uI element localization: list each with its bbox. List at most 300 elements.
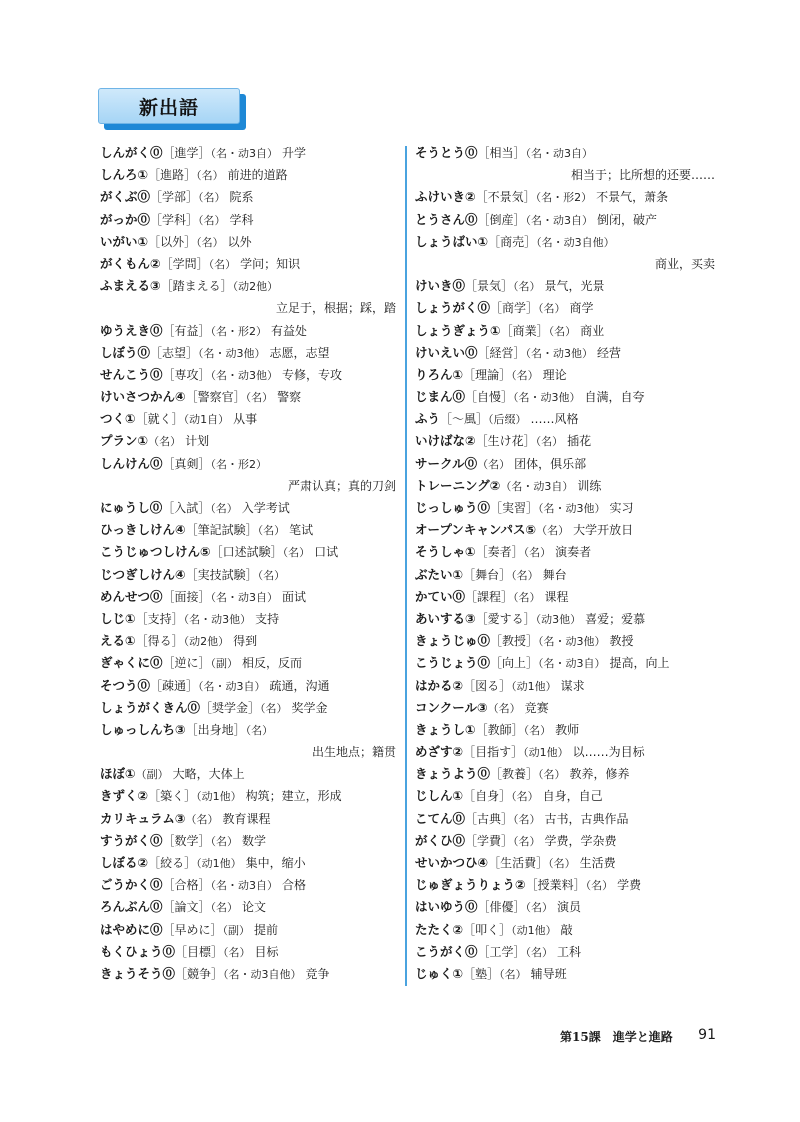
vocab-entry <box>415 142 715 164</box>
part-of-speech: （名） <box>282 546 311 560</box>
part-of-speech: （名） <box>511 568 539 582</box>
vocab-kanji: ［理論］ <box>463 367 512 382</box>
vocab-meaning: 插花 <box>567 434 592 449</box>
vocab-kanji: ［工学］ <box>477 944 526 959</box>
part-of-speech: （副） <box>135 768 169 782</box>
part-of-speech: （名） <box>257 524 286 538</box>
vocab-kanji: ［口述試験］ <box>210 545 283 560</box>
vocab-entry <box>100 519 396 541</box>
accent-number: ⓪ <box>150 832 163 848</box>
vocab-reading: めんせつ <box>100 588 151 604</box>
vocab-meaning: 严肃认真；真的刀剑 <box>287 478 396 493</box>
accent-number: ① <box>452 366 464 382</box>
accent-number: ⓪ <box>137 344 151 360</box>
accent-number: ⓪ <box>150 455 163 471</box>
vocab-entry <box>100 830 396 852</box>
column-divider <box>405 146 407 986</box>
vocab-meaning: 院系 <box>229 190 254 205</box>
vocab-meaning: 教养，修养 <box>569 767 630 782</box>
vocab-kanji: ［真剣］ <box>162 456 211 471</box>
accent-number: ① <box>477 233 489 249</box>
part-of-speech: （名・形2） <box>210 324 268 338</box>
part-of-speech: （副） <box>222 923 251 937</box>
vocab-meaning: 实习 <box>609 501 634 515</box>
vocab-reading: しょうがくきん <box>100 699 188 715</box>
vocab-reading: あいする <box>415 610 466 626</box>
part-of-speech: （名） <box>513 280 541 294</box>
vocab-entry <box>100 675 396 697</box>
vocab-reading: がっか <box>100 211 138 227</box>
title-badge <box>98 88 246 130</box>
vocab-meaning: 演奏者 <box>555 545 592 560</box>
vocab-entry <box>415 275 715 297</box>
vocab-kanji: ［志望］ <box>150 345 199 360</box>
accent-number: ③ <box>477 699 488 715</box>
vocab-meaning <box>615 235 619 249</box>
vocab-reading: しんけん <box>100 455 151 471</box>
vocab-reading: もくひょう <box>100 943 163 959</box>
vocab-entry <box>415 652 715 674</box>
vocab-entry <box>415 763 715 785</box>
vocab-reading: きょうし <box>415 721 466 737</box>
vocab-reading: ゆうえき <box>100 322 151 338</box>
accent-number: ⓪ <box>465 899 478 915</box>
vocab-entry <box>415 430 715 452</box>
vocab-reading: コンクール <box>415 699 478 715</box>
vocab-reading: しょうがく <box>415 300 478 316</box>
vocab-entry <box>415 209 715 231</box>
vocab-reading: オープンキャンパス <box>415 522 526 538</box>
part-of-speech: （名） <box>523 546 552 560</box>
vocab-reading: かてい <box>415 588 453 604</box>
vocab-entry <box>415 564 715 586</box>
part-of-speech: （名・动3他） <box>513 391 581 405</box>
vocab-reading: はいゆう <box>415 899 466 915</box>
accent-number: ⑤ <box>525 522 537 538</box>
vocab-reading: ふまえる <box>100 278 151 294</box>
vocab-kanji: ［就く］ <box>135 412 184 427</box>
accent-number: ① <box>452 965 464 981</box>
part-of-speech: （名） <box>210 901 239 915</box>
vocab-kanji: ［～風］ <box>440 412 489 427</box>
part-of-speech: （名） <box>185 812 219 826</box>
vocab-continuation <box>100 475 396 497</box>
vocab-meaning: 学费 <box>617 878 642 893</box>
vocab-reading: ふう <box>415 411 441 427</box>
accent-number: ③ <box>174 810 186 826</box>
part-of-speech: （动2他） <box>183 635 230 649</box>
vocab-kanji: ［図る］ <box>463 678 512 693</box>
vocab-kanji: ［古典］ <box>465 811 514 826</box>
accent-number: ④ <box>477 855 489 870</box>
vocab-entry <box>415 896 715 918</box>
vocab-meaning: 辅导班 <box>530 966 567 981</box>
vocab-reading: がくひ <box>415 832 453 848</box>
part-of-speech: （名・动3自） <box>210 147 279 160</box>
vocab-meaning: 口试 <box>314 545 339 560</box>
vocab-meaning: 以……为目标 <box>572 745 645 760</box>
accent-number: ⓪ <box>477 766 491 782</box>
part-of-speech: （名） <box>210 834 239 848</box>
vocab-reading: けいさつかん <box>100 389 176 405</box>
accent-number: ③ <box>175 721 186 737</box>
vocab-meaning: 团体，俱乐部 <box>514 456 587 471</box>
vocab-kanji: ［疎通］ <box>150 678 199 693</box>
part-of-speech: （名・形2） <box>210 457 268 471</box>
vocab-meaning: 从事 <box>233 412 258 427</box>
vocab-reading: ごうかく <box>100 877 151 893</box>
vocab-kanji: ［逆に］ <box>162 656 211 671</box>
vocab-kanji: ［奨学金］ <box>200 700 261 715</box>
accent-number: ① <box>465 721 476 737</box>
part-of-speech: （名） <box>477 457 511 471</box>
vocab-entry <box>100 564 396 586</box>
vocab-entry <box>100 164 396 186</box>
vocab-reading: こうがく <box>415 943 466 959</box>
vocab-entry <box>415 874 715 896</box>
vocab-reading: きょうじゅ <box>415 633 478 649</box>
vocab-reading: ぎゃくに <box>100 655 151 671</box>
vocab-kanji: ［早めに］ <box>162 922 223 937</box>
part-of-speech: （名・动3自） <box>525 147 594 160</box>
vocab-kanji: ［以外］ <box>148 234 197 249</box>
vocab-entry <box>415 453 715 475</box>
page-number: 91 <box>698 1027 716 1043</box>
accent-number: ⓪ <box>149 500 163 515</box>
vocab-kanji: ［学費］ <box>465 833 514 848</box>
vocab-reading: サークル <box>415 455 465 471</box>
vocab-meaning: 笔试 <box>289 523 314 538</box>
vocab-reading: しぼる <box>100 855 138 870</box>
vocab-reading: きずく <box>100 788 138 804</box>
vocab-reading: めざす <box>415 744 453 760</box>
accent-number: ② <box>465 189 476 205</box>
vocab-meaning: 景气，光景 <box>544 279 605 294</box>
accent-number: ② <box>137 855 149 870</box>
part-of-speech: （名・动3他） <box>538 502 606 515</box>
lesson-label: 第15課 進学と進路 <box>560 1030 673 1044</box>
vocab-meaning: 生活费 <box>579 856 616 870</box>
vocab-meaning: 大学开放日 <box>573 523 634 538</box>
vocab-kanji: ［学問］ <box>160 256 209 271</box>
vocab-meaning <box>285 568 289 582</box>
vocab-entry <box>100 364 396 386</box>
accent-number: ① <box>490 322 501 338</box>
part-of-speech: （名） <box>535 435 564 449</box>
vocab-entry <box>415 808 715 830</box>
vocab-reading: そうしゃ <box>415 544 466 560</box>
part-of-speech: （名） <box>210 502 238 515</box>
vocab-reading: しじ <box>100 610 126 626</box>
accent-number: ⓪ <box>465 943 478 959</box>
accent-number: ① <box>452 788 464 804</box>
vocab-kanji: ［生活費］ <box>488 856 549 870</box>
accent-number: ① <box>125 633 136 649</box>
accent-number: ⓪ <box>150 366 163 382</box>
accent-number: ① <box>137 433 149 449</box>
vocab-kanji: ［競争］ <box>175 966 224 981</box>
vocab-kanji: ［合格］ <box>162 878 211 893</box>
vocab-entry <box>415 297 715 319</box>
vocab-reading: ふけいき <box>415 189 466 205</box>
vocab-reading: にゅうし <box>100 500 150 515</box>
accent-number: ① <box>137 167 149 183</box>
vocab-kanji: ［俳優］ <box>477 900 526 915</box>
vocab-reading: じゅく <box>415 965 453 981</box>
vocab-entry <box>100 497 396 519</box>
vocab-meaning: 舞台 <box>542 567 567 582</box>
accent-number: ⓪ <box>150 899 163 915</box>
accent-number: ⓪ <box>452 588 466 604</box>
vocab-meaning: ……风格 <box>530 412 579 427</box>
vocab-reading: しょうぎょう <box>415 322 491 338</box>
vocab-kanji: ［進路］ <box>148 168 197 183</box>
vocab-kanji: ［目指す］ <box>463 745 524 760</box>
accent-number: ⓪ <box>150 145 163 160</box>
vocab-continuation <box>415 253 715 275</box>
vocab-kanji: ［有益］ <box>162 323 211 338</box>
part-of-speech: （动1他） <box>511 679 557 693</box>
vocab-kanji: ［奏者］ <box>475 545 524 560</box>
vocab-entry <box>415 719 715 741</box>
vocab-kanji: ［数学］ <box>162 833 211 848</box>
vocab-meaning: 教师 <box>555 722 580 737</box>
accent-number: ① <box>125 766 136 782</box>
accent-number: ① <box>452 566 464 582</box>
title-box <box>98 88 240 124</box>
vocab-kanji: ［入試］ <box>162 501 211 515</box>
vocab-kanji: ［筆記試験］ <box>185 523 258 538</box>
vocab-entry <box>100 541 396 563</box>
part-of-speech: （名） <box>548 857 576 870</box>
accent-number: ⓪ <box>465 211 478 227</box>
vocab-entry <box>415 697 715 719</box>
part-of-speech: （名） <box>525 945 554 959</box>
vocab-meaning: 不景气，萧条 <box>596 190 669 205</box>
vocab-reading: カリキュラム <box>100 810 175 826</box>
vocab-meaning: 竞争 <box>305 966 330 981</box>
vocab-entry <box>100 919 396 941</box>
vocab-meaning: 有益处 <box>271 323 308 338</box>
vocab-reading: つく <box>100 411 126 427</box>
vocab-kanji: ［支持］ <box>135 611 184 626</box>
vocab-kanji: ［叩く］ <box>463 922 512 937</box>
part-of-speech: （副） <box>210 657 239 671</box>
vocab-meaning: 合格 <box>282 878 307 893</box>
part-of-speech: （名・形2） <box>535 191 593 205</box>
vocab-kanji: ［警察官］ <box>185 390 246 405</box>
accent-number: ② <box>452 744 464 760</box>
vocab-meaning: 志愿，志望 <box>269 345 330 360</box>
vocab-reading: とうさん <box>415 211 466 227</box>
vocab-meaning: 集中，缩小 <box>245 856 306 870</box>
vocab-entry <box>415 541 715 563</box>
vocab-kanji: ［進学］ <box>162 146 211 160</box>
vocab-meaning: 自满，自夸 <box>584 390 645 405</box>
vocab-entry <box>100 186 396 208</box>
vocab-meaning: 大略，大体上 <box>172 767 245 782</box>
vocab-reading: すうがく <box>100 832 151 848</box>
vocab-kanji: ［面接］ <box>162 589 211 604</box>
accent-number: ③ <box>150 278 161 294</box>
vocab-kanji: ［塾］ <box>463 966 500 981</box>
part-of-speech: （动1自） <box>183 413 230 427</box>
vocab-entry <box>100 763 396 785</box>
vocab-reading: ろんぶん <box>100 899 151 915</box>
accent-number: ⓪ <box>465 344 478 360</box>
part-of-speech: （名） <box>257 568 286 582</box>
accent-number: ⓪ <box>150 921 163 937</box>
vocab-reading: える <box>100 633 126 649</box>
vocab-meaning: 以外 <box>227 234 252 249</box>
vocab-meaning: 面试 <box>282 589 307 604</box>
vocab-reading: けいえい <box>415 344 466 360</box>
vocab-reading: せんこう <box>100 366 151 382</box>
vocab-reading: けいき <box>415 278 453 294</box>
accent-number: ⓪ <box>150 655 163 671</box>
vocab-kanji: ［授業料］ <box>525 878 586 893</box>
vocab-entry <box>415 852 715 874</box>
accent-number: ② <box>150 255 161 271</box>
vocab-entry <box>415 320 715 342</box>
part-of-speech: （动3他） <box>535 612 582 626</box>
vocab-reading: せいかつひ <box>415 855 478 870</box>
vocab-meaning: 学科 <box>229 212 254 227</box>
vocab-entry <box>415 630 715 652</box>
accent-number: ① <box>125 411 136 427</box>
part-of-speech: （名） <box>523 723 552 737</box>
vocab-meaning: 谋求 <box>560 678 585 693</box>
vocab-entry <box>100 896 396 918</box>
accent-number: ⓪ <box>452 810 466 826</box>
vocab-entry <box>100 874 396 896</box>
vocab-meaning: 前进的道路 <box>227 168 288 183</box>
vocab-meaning <box>278 279 282 293</box>
vocab-entry <box>100 253 396 275</box>
part-of-speech: （名） <box>513 812 541 826</box>
vocab-reading: そつう <box>100 677 138 693</box>
part-of-speech: （后缀） <box>488 413 527 427</box>
part-of-speech: （名） <box>260 701 288 715</box>
vocab-meaning: 相当于；比所想的还要…… <box>570 168 715 183</box>
vocab-reading: じつぎしけん <box>100 566 176 582</box>
vocab-kanji: ［課程］ <box>465 589 514 604</box>
vocab-column-right <box>415 142 715 985</box>
accent-number: ⓪ <box>477 500 491 515</box>
part-of-speech: （名） <box>536 524 570 538</box>
vocab-reading: いがい <box>100 233 138 249</box>
vocab-kanji: ［商業］ <box>500 323 549 338</box>
vocab-reading: たたく <box>415 921 453 937</box>
vocab-reading: きょうよう <box>415 766 478 782</box>
vocab-reading: じゅぎょうりょう <box>415 877 516 893</box>
vocab-meaning: 学费，学杂费 <box>544 833 617 848</box>
vocab-meaning: 学问；知识 <box>240 256 301 271</box>
part-of-speech: （名・动3他） <box>183 612 252 626</box>
vocab-entry <box>100 630 396 652</box>
vocab-reading: こてん <box>415 810 453 826</box>
vocab-entry <box>415 741 715 763</box>
vocab-entry <box>100 386 396 408</box>
part-of-speech: （名） <box>538 768 566 782</box>
vocab-kanji: ［倒産］ <box>477 212 526 227</box>
vocab-reading: しゅっしんち <box>100 721 176 737</box>
vocab-reading: がくもん <box>100 255 151 271</box>
vocab-kanji: ［教養］ <box>490 767 539 782</box>
vocab-reading: いけばな <box>415 433 466 449</box>
vocab-entry <box>100 608 396 630</box>
part-of-speech: （名・动3自） <box>500 479 574 493</box>
accent-number: ⑤ <box>200 544 211 560</box>
vocab-meaning: 商业，买卖 <box>654 256 715 271</box>
vocab-entry <box>100 453 396 475</box>
vocab-reading: ほぼ <box>100 766 126 782</box>
vocab-kanji: ［絞る］ <box>148 856 197 870</box>
accent-number: ② <box>137 788 149 804</box>
vocab-meaning: 专修，专攻 <box>282 367 343 382</box>
vocab-meaning: 敲 <box>560 922 573 937</box>
vocab-entry <box>100 142 396 164</box>
accent-number: ② <box>465 433 476 449</box>
vocab-reading: きょうそう <box>100 965 163 981</box>
vocab-entry <box>100 275 396 297</box>
vocab-meaning: 论文 <box>242 900 267 915</box>
vocab-continuation <box>415 164 715 186</box>
vocab-meaning: 相反，反而 <box>242 656 303 671</box>
vocab-entry <box>415 386 715 408</box>
vocab-meaning: 入学考试 <box>241 501 290 515</box>
vocab-entry <box>100 852 396 874</box>
vocab-kanji: ［教授］ <box>490 634 539 649</box>
vocab-meaning: 提前 <box>254 922 279 937</box>
vocab-meaning: 古书，古典作品 <box>544 811 629 826</box>
vocab-reading: はやめに <box>100 921 151 937</box>
vocab-reading: こうじょう <box>415 655 478 671</box>
accent-number: ⓪ <box>150 877 163 893</box>
page-footer <box>560 1028 720 1048</box>
vocab-entry <box>415 586 715 608</box>
vocab-kanji: ［学部］ <box>150 190 199 205</box>
vocab-meaning: 教授 <box>609 634 634 649</box>
vocab-kanji: ［築く］ <box>148 789 197 804</box>
part-of-speech: （名） <box>245 723 274 737</box>
vocab-entry <box>415 830 715 852</box>
accent-number: ④ <box>175 566 186 582</box>
vocab-entry <box>100 430 396 452</box>
part-of-speech: （动1他） <box>196 857 242 870</box>
accent-number: ⓪ <box>137 677 151 693</box>
vocab-meaning: 立足于，根据；踩，踏 <box>275 301 396 316</box>
vocab-kanji: ［出身地］ <box>185 722 246 737</box>
vocab-entry <box>415 963 715 985</box>
accent-number: ② <box>515 877 526 893</box>
vocab-kanji: ［実技試験］ <box>185 567 258 582</box>
vocab-entry <box>415 408 715 430</box>
vocab-kanji: ［実習］ <box>490 501 539 515</box>
vocab-reading: ぶたい <box>415 566 453 582</box>
vocab-reading: りろん <box>415 366 453 382</box>
vocab-entry <box>100 231 396 253</box>
vocab-kanji: ［教師］ <box>475 722 524 737</box>
vocab-kanji: ［向上］ <box>490 656 539 671</box>
vocab-entry <box>100 808 396 830</box>
accent-number: ⓪ <box>477 655 491 671</box>
accent-number: ⓪ <box>150 588 163 604</box>
part-of-speech: （名・动3自他） <box>536 235 615 249</box>
vocab-meaning: 目标 <box>254 944 279 959</box>
part-of-speech: （名） <box>198 213 226 227</box>
accent-number: ⓪ <box>187 699 201 715</box>
